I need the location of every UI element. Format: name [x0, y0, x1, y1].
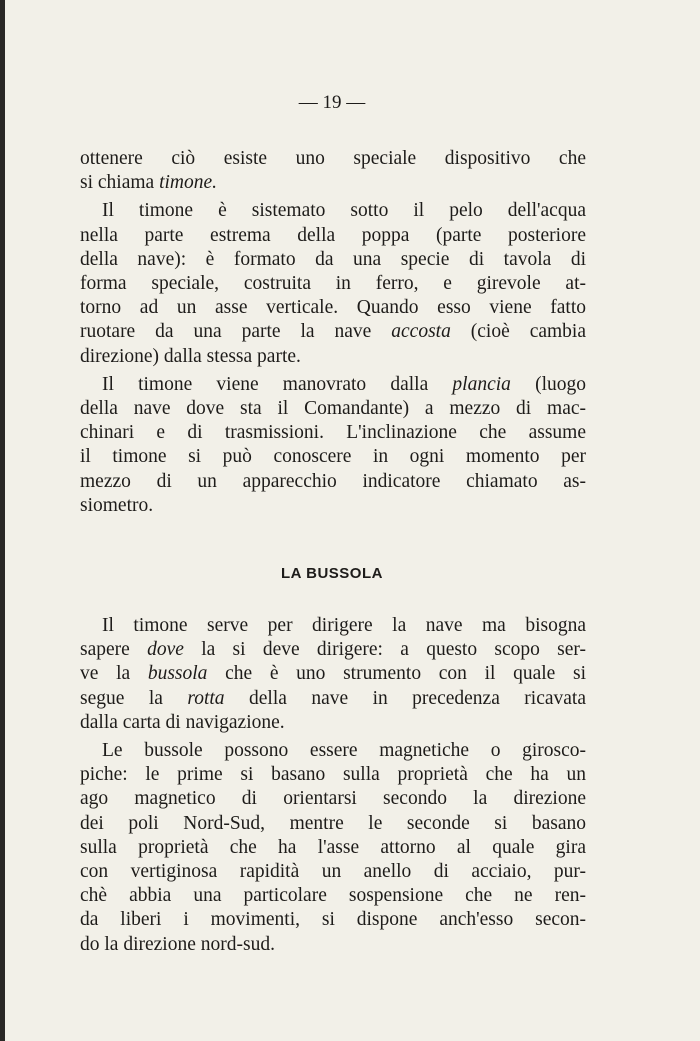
text-segment: il timone si può conoscere in ogni momento per — [80, 446, 586, 468]
text-segment: piche: le prime si basano sulla proprietà che ha un — [80, 764, 586, 786]
paragraph — [80, 147, 586, 195]
text-segment: la si deve dirigere: a questo scopo ser- — [183, 639, 586, 661]
italic-term: accosta — [391, 321, 451, 343]
text-segment: che è uno strumento con il quale si — [207, 663, 586, 685]
text-segment: Il timone è sistemato sotto il pelo dell'acqua — [102, 200, 586, 222]
text-segment: della nave dove sta il Comandante) a mezzo di mac- — [80, 398, 586, 420]
text-line — [80, 171, 586, 195]
text-segment: mezzo di un apparecchio indicatore chiamato as- — [80, 470, 586, 492]
text-line — [80, 397, 586, 421]
text-line — [80, 787, 586, 811]
text-section-2 — [80, 614, 586, 961]
text-line — [80, 248, 586, 272]
section-heading: LA BUSSOLA — [281, 565, 383, 582]
paragraph — [80, 373, 586, 518]
text-line — [80, 711, 586, 735]
text-segment: torno ad un asse verticale. Quando esso viene fatto — [80, 297, 586, 319]
text-segment: forma speciale, costruita in ferro, e girevole at- — [80, 273, 586, 295]
text-line — [80, 662, 586, 686]
text-line — [80, 147, 586, 171]
text-segment: (cioè cambia — [450, 321, 586, 343]
text-segment: direzione) dalla stessa parte. — [80, 345, 301, 367]
text-line — [80, 296, 586, 320]
text-line — [80, 933, 586, 957]
text-segment: ve la — [80, 663, 148, 685]
text-segment: Le bussole possono essere magnetiche o girosco- — [102, 740, 586, 762]
text-line — [80, 224, 586, 248]
text-segment: sapere — [80, 639, 148, 661]
italic-term: dove — [147, 639, 184, 661]
text-line — [80, 763, 586, 787]
text-segment: nella parte estrema della poppa (parte posteriore — [80, 224, 586, 246]
text-segment: sulla proprietà che ha l'asse attorno al quale gira — [80, 836, 586, 858]
text-segment: (luogo — [510, 373, 586, 395]
text-line — [80, 345, 586, 369]
text-segment: do la direzione nord-sud. — [80, 933, 275, 955]
scan-edge — [0, 0, 5, 1041]
italic-term: bussola — [147, 663, 208, 685]
text-line — [80, 373, 586, 397]
text-segment: Il timone viene manovrato dalla — [102, 373, 453, 395]
text-line — [80, 272, 586, 296]
text-section-1 — [80, 147, 586, 522]
italic-term: timone. — [159, 172, 218, 194]
text-segment: Il timone serve per dirigere la nave ma bisogna — [102, 615, 586, 636]
text-segment: della nave in precedenza ricavata — [224, 687, 586, 709]
text-line — [80, 812, 586, 836]
text-segment: segue la — [80, 687, 188, 709]
italic-term: plancia — [452, 373, 511, 395]
text-line — [80, 320, 586, 344]
text-segment: dalla carta di navigazione. — [80, 711, 285, 733]
text-line — [80, 739, 586, 763]
text-segment: chinari e di trasmissioni. L'inclinazione che assume — [80, 422, 586, 444]
italic-term: rotta — [187, 687, 225, 709]
text-segment: ruotare da una parte la nave — [80, 321, 392, 343]
paragraph — [80, 739, 586, 957]
text-segment: dei poli Nord-Sud, mentre le seconde si basano — [80, 812, 586, 834]
text-segment: della nave): è formato da una specie di tavola di — [80, 248, 586, 270]
text-segment: siometro. — [80, 494, 154, 516]
text-line — [80, 638, 586, 662]
text-segment: ottenere ciò esiste uno speciale dispositivo che — [80, 148, 586, 169]
text-segment: si chiama — [80, 172, 160, 194]
page-number: — 19 — — [298, 92, 366, 113]
text-segment: ago magnetico di orientarsi secondo la direzione — [80, 788, 586, 810]
text-line — [80, 445, 586, 469]
text-line — [80, 199, 586, 223]
text-line — [80, 614, 586, 638]
text-line — [80, 421, 586, 445]
text-line — [80, 687, 586, 711]
text-line — [80, 908, 586, 932]
paragraph — [80, 199, 586, 368]
paragraph — [80, 614, 586, 735]
text-line — [80, 470, 586, 494]
text-segment: chè abbia una particolare sospensione che ne ren- — [80, 885, 586, 907]
text-line — [80, 494, 586, 518]
text-line — [80, 860, 586, 884]
text-line — [80, 836, 586, 860]
text-line — [80, 884, 586, 908]
text-segment: con vertiginosa rapidità un anello di acciaio, pur- — [80, 861, 586, 883]
text-segment: da liberi i movimenti, si dispone anch'esso secon- — [80, 909, 586, 931]
